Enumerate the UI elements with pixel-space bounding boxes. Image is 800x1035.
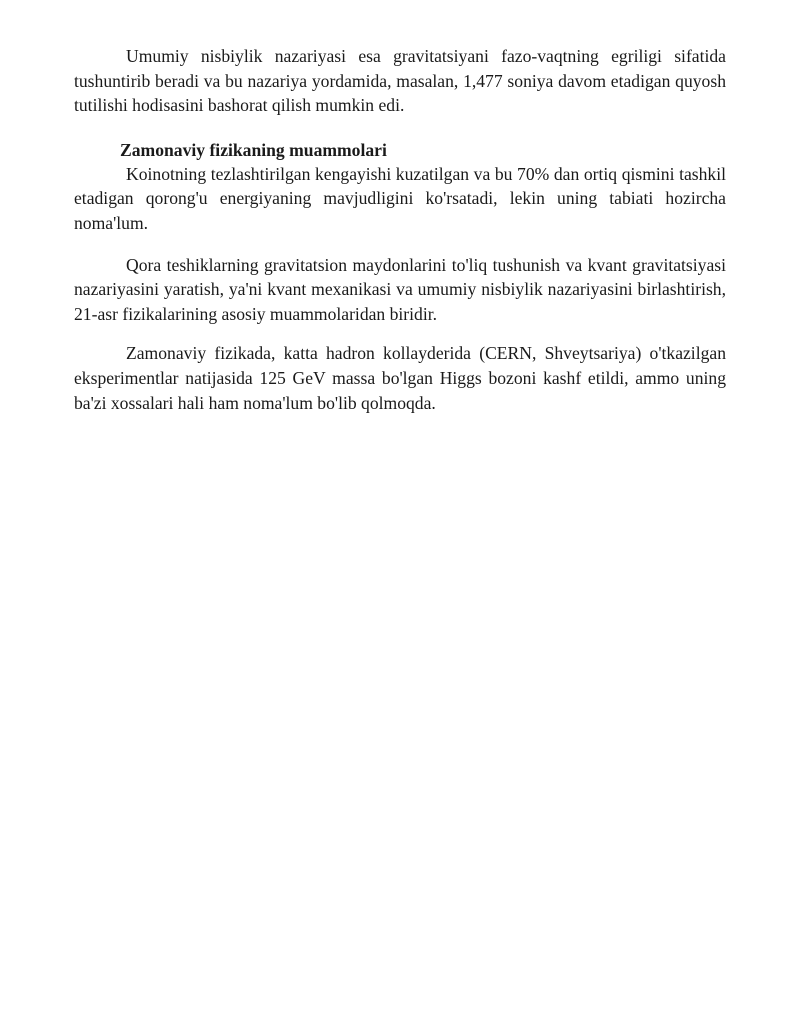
paragraph-quantum-gravity: Qora teshiklarning gravitatsion maydonlarini to'liq tushunish va kvant gravitatsiyasi nazariyasini yaratish, ya'ni kvant mexanikasi va umumiy nisbiylik nazariyasini birlashtirish, 21-asr fizikalarining asosiy muammolaridan biridir.: [74, 254, 726, 324]
paragraph-general-relativity: Umumiy nisbiylik nazariyasi esa gravitatsiyani fazo-vaqtning egriligi sifatida tushuntirib beradi va bu nazariya yordamida, masalan, 1,477 soniya davom etadigan quyosh tutilishi hodisasini bashorat qilish mumkin edi.: [74, 46, 726, 116]
paragraph-higgs-boson: Zamonaviy fizikada, katta hadron kollayderida (CERN, Shveytsariya) o'tkazilgan eksperimentlar natijasida 125 GeV massa bo'lgan Higgs bozoni kashf etildi, ammo uning ba'zi xossalari hali ham noma'lum bo'lib qolmoqda.: [74, 343, 726, 413]
paragraph-dark-energy: Koinotning tezlashtirilgan kengayishi kuzatilgan va bu 70% dan ortiq qismini tashkil etadigan qorong'u energiyaning mavjudligini ko'rsatadi, lekin uning tabiati hozircha noma'lum.: [74, 163, 726, 233]
document-body: [74, 44, 726, 415]
section-heading: Zamonaviy fizikaning muammolari: [120, 139, 387, 160]
